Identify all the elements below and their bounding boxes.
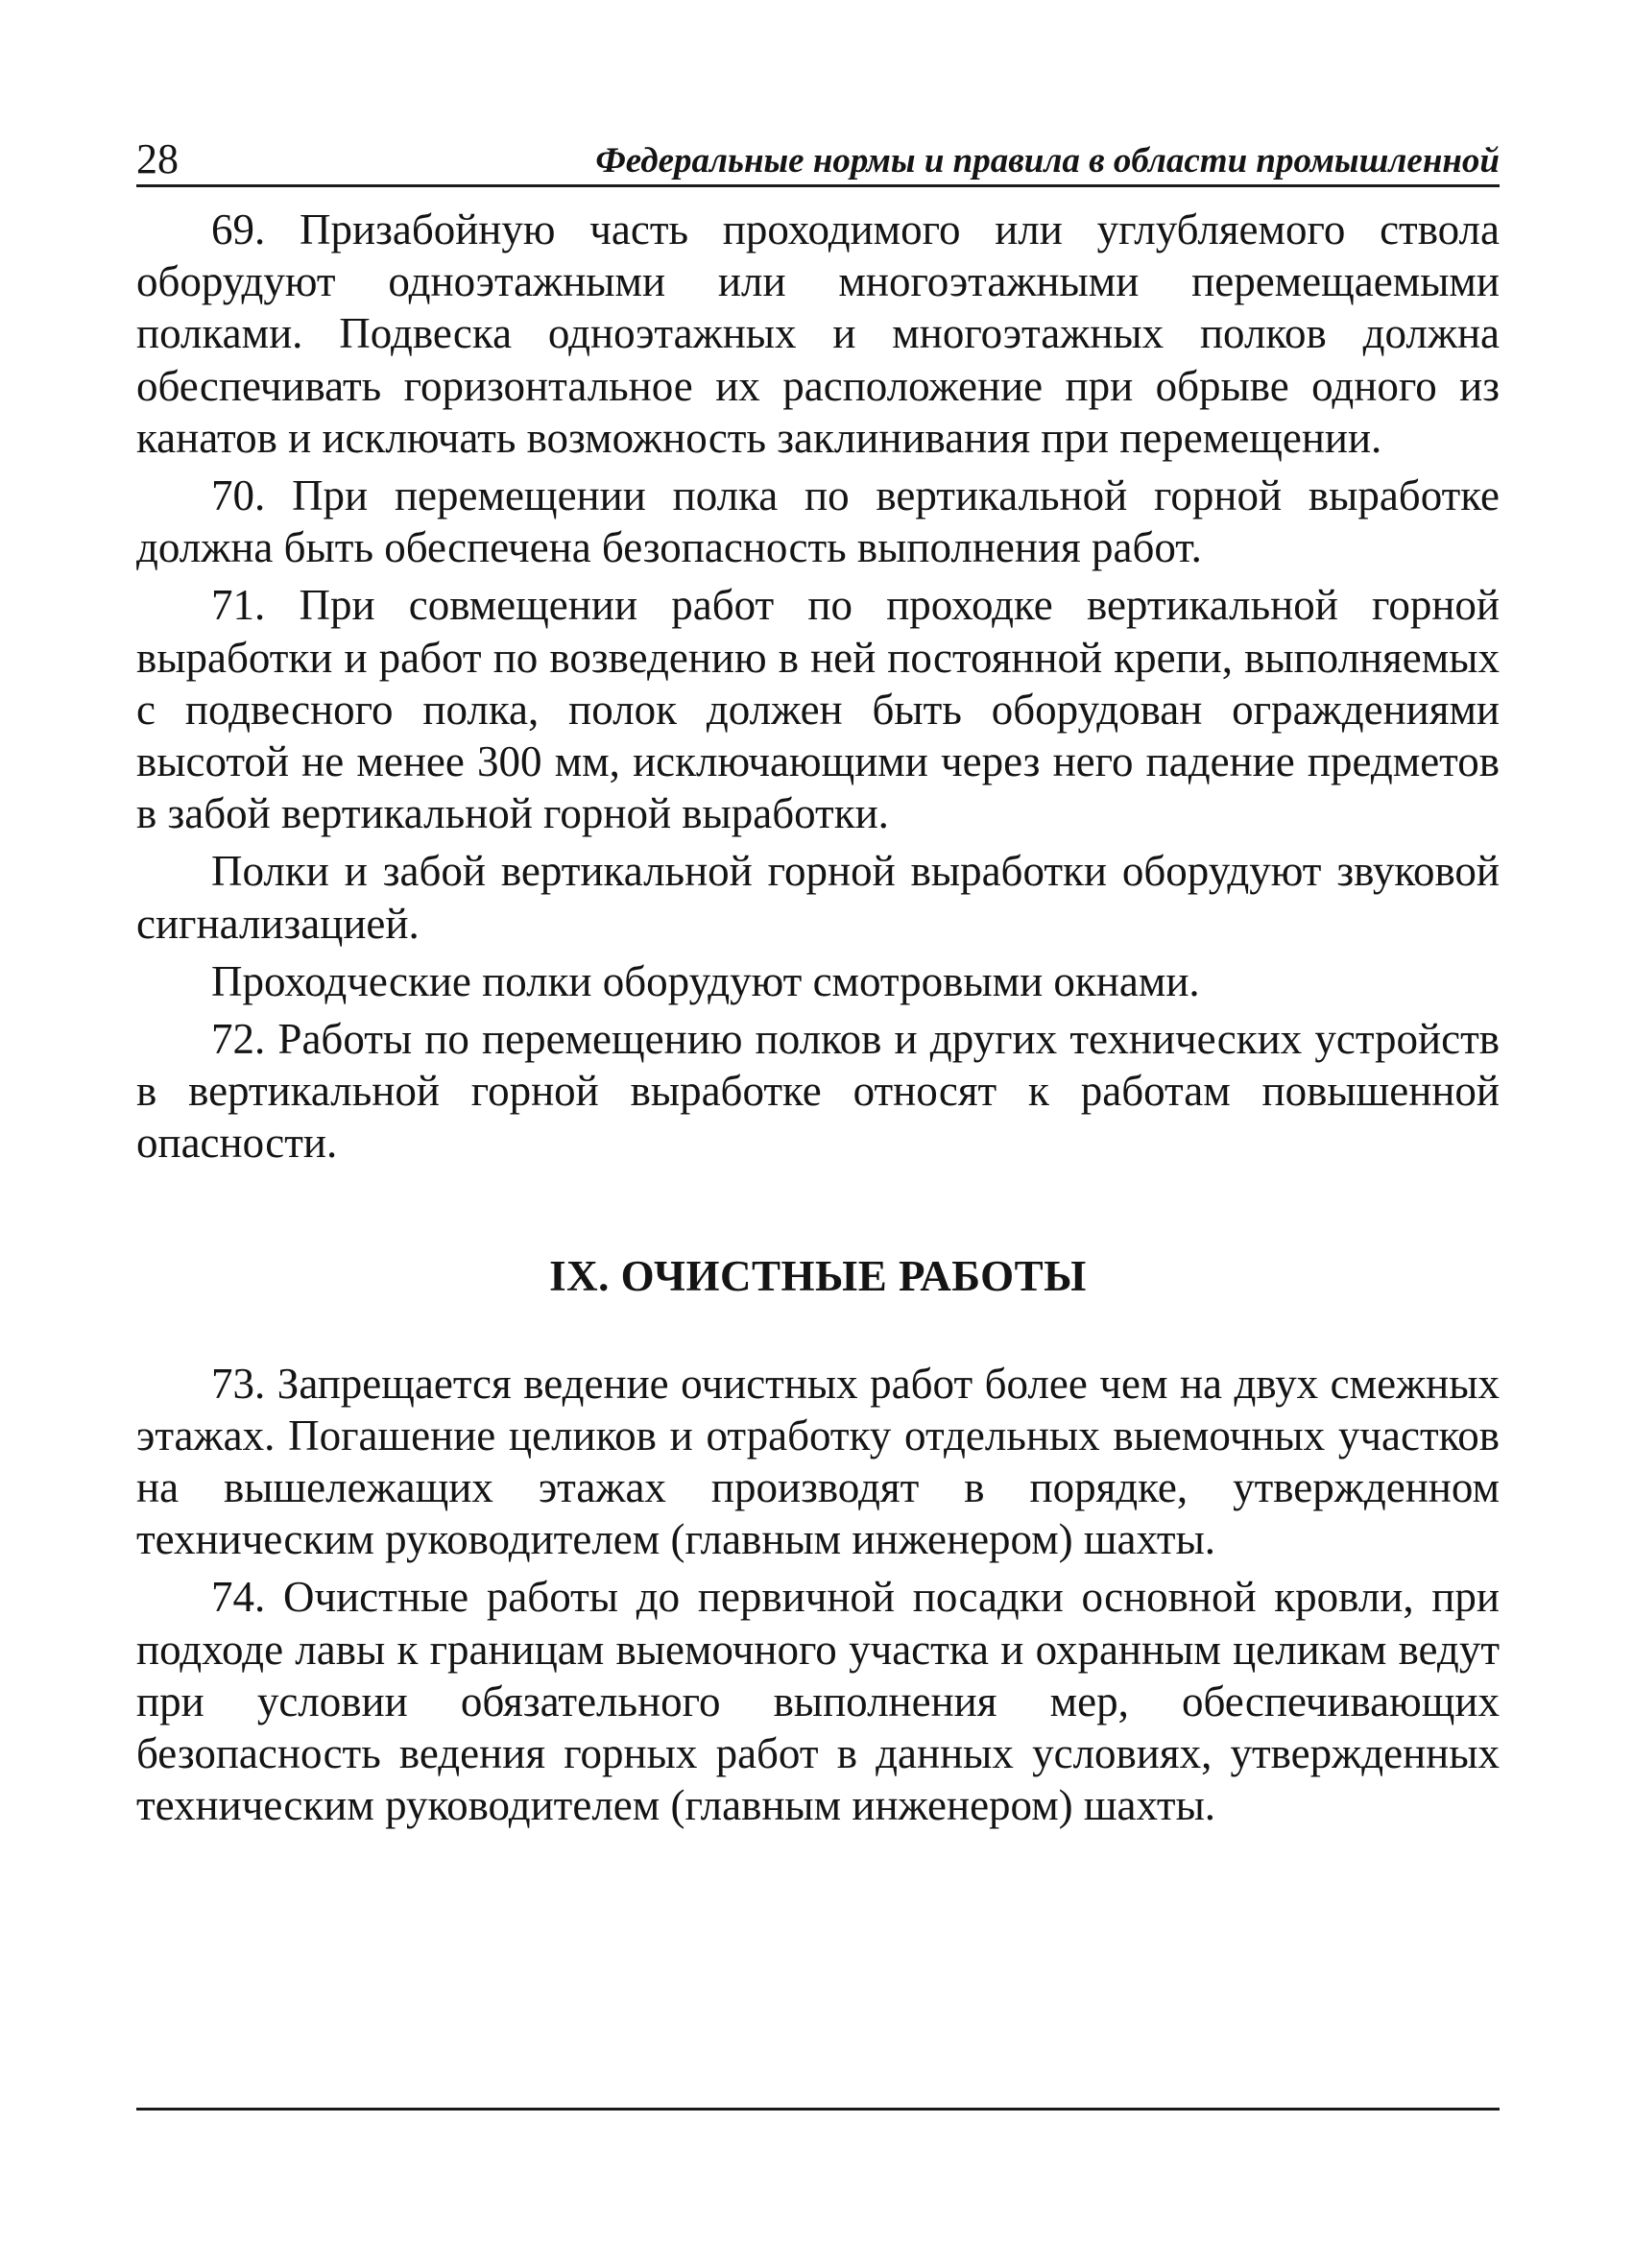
running-header <box>136 131 1500 187</box>
paragraph-71-windows: Проходческие полки оборудуют смотровыми окнами. <box>211 956 1200 1005</box>
footer-rule <box>136 2108 1500 2111</box>
paragraph-69: 69. Призабойную часть проходимого или углубляемого ствола оборудуют одноэтажными или многоэтажными перемещаемыми полками. Подвеска одноэтажных и многоэтажных полков должна обеспечивать горизонтальное их расположение при обрыве одного из канатов и исключать возможность заклинивания при перемещении. <box>136 205 1500 462</box>
paragraph-70: 70. При перемещении полка по вертикальной горной выработке должна быть обеспечена безопасность выполнения работ. <box>136 471 1500 572</box>
running-header-title: Федеральные нормы и правила в области промышленной <box>595 141 1500 181</box>
paragraph-71-signals: Полки и забой вертикальной горной выработки оборудуют звуковой сигнализацией. <box>136 847 1500 948</box>
paragraph-73: 73. Запрещается ведение очистных работ более чем на двух смежных этажах. Погашение целиков и отработку отдельных выемочных участков на вышележащих этажах производят в порядке, утвержденном техническим руководителем (главным инженером) шахты. <box>136 1359 1500 1564</box>
body-text <box>136 204 1500 1837</box>
section-heading: IX. ОЧИСТНЫЕ РАБОТЫ <box>549 1251 1087 1300</box>
paragraph-72: 72. Работы по перемещению полков и других технических устройств в вертикальной горной выработке относят к работам повышенной опасности. <box>136 1015 1500 1168</box>
paragraph-74: 74. Очистные работы до первичной посадки основной кровли, при подходе лавы к границам выемочного участка и охранным целикам ведут при условии обязательного выполнения мер, обеспечивающих безопасность ведения горных работ в данных условиях, утвержденных техническим руководителем (главным инженером) шахты. <box>136 1573 1500 1830</box>
page-number: 28 <box>136 135 179 182</box>
paragraph-71: 71. При совмещении работ по проходке вертикальной горной выработки и работ по возведению в ней постоянной крепи, выполняемых с подвесного полка, полок должен быть оборудован ограждениями высотой не менее 300 мм, исключающими через него падение предметов в забой вертикальной горной выработки. <box>136 581 1500 838</box>
